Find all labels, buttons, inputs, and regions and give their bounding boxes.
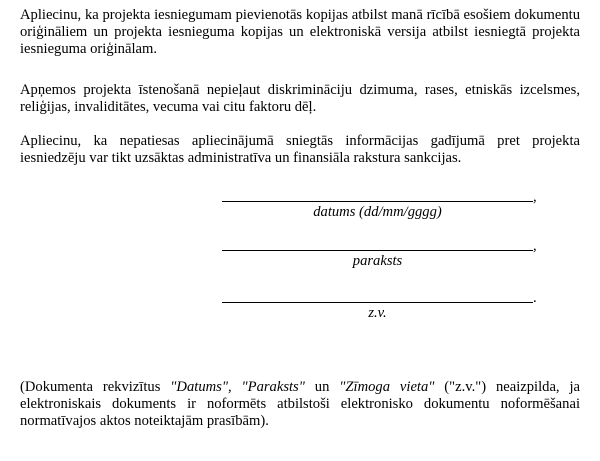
signature-field: [220, 233, 540, 270]
date-field: [220, 184, 540, 221]
signature-caption: paraksts: [352, 253, 403, 269]
note-term-stamp-place: "Zīmoga vieta": [339, 379, 435, 395]
signature-line-punctuation: ,: [533, 238, 537, 254]
note-term-signature: "Paraksts": [241, 379, 305, 395]
date-signature-line: [222, 201, 533, 202]
note-separator-1: ,: [227, 379, 242, 395]
requisites-note: [20, 379, 580, 430]
stamp-place-line: [222, 302, 533, 303]
paragraph-non-discrimination: Apņemos projekta īstenošanā nepieļaut diskrimināciju dzimuma, rases, etniskās izcelsmes, reliģijas, invaliditātes, vecuma vai citu faktoru dēļ.: [20, 82, 580, 115]
paragraph-copies-statement: Apliecinu, ka projekta iesniegumam pievienotās kopijas atbilst manā rīcībā esošiem dokumentu oriģināliem un projekta iesnieguma kopijas un elektroniskā versija atbilst iesniegtā projekta iesnieguma oriģinālam.: [20, 7, 580, 57]
date-line-punctuation: ,: [533, 189, 537, 205]
note-prefix: (Dokumenta rekvizītus: [20, 379, 171, 395]
note-suffix: ("z.v.") neaizpilda, ja elektroniskais dokuments ir noformēts atbilstoši elektronisko dokumentu noformēšanai normatīvajos aktos noteiktajām prasībām).: [20, 379, 581, 429]
stamp-place-field: [220, 285, 540, 322]
paragraph-sanctions-statement: Apliecinu, ka nepatiesas apliecinājumā sniegtās informācijas gadījumā pret projekta iesniedzēju var tikt uzsāktas administratīva un finansiāla rakstura sankcijas.: [20, 133, 580, 166]
signature-line: [222, 250, 533, 251]
note-term-date: "Datums": [170, 379, 228, 395]
stamp-place-caption: z.v.: [368, 305, 387, 321]
stamp-line-punctuation: .: [533, 290, 537, 306]
date-caption: datums (dd/mm/gggg): [313, 204, 442, 220]
note-separator-2: un: [304, 379, 340, 395]
